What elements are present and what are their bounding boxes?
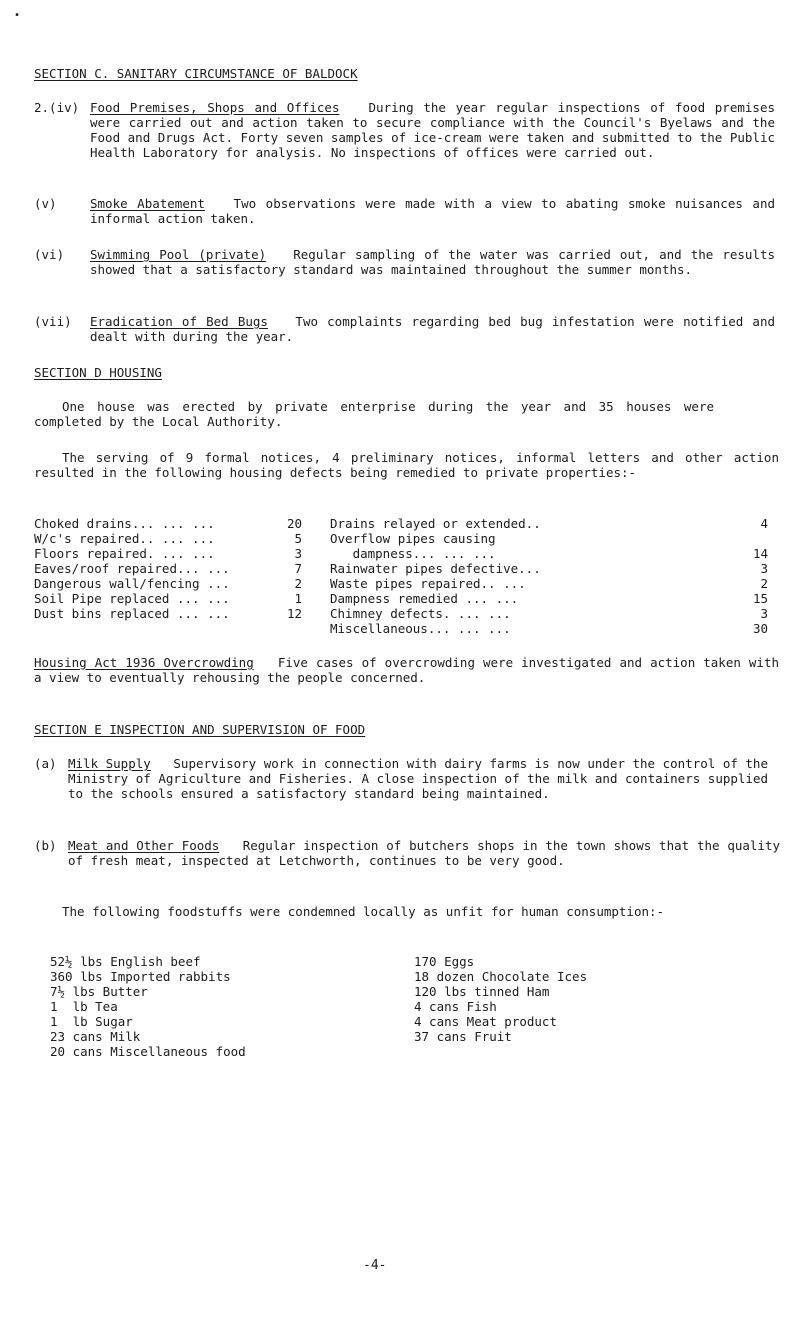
table-row: Dampness remedied ... ... 15 [330, 591, 768, 606]
item-number: (b) [34, 838, 57, 853]
table-row: Dangerous wall/fencing ... 2 [34, 576, 302, 591]
item-text: During the year regular inspections of food premises were carried out and action taken to secure compliance with the Council's Byelaws and the Food and Drugs Act. Forty seven samples of ice-cream were taken and submitted to the Public Health Laboratory for analysis. No inspections of offices were carried out. [90, 100, 775, 160]
housing-defects-left-table [34, 516, 302, 621]
overcrowding-paragraph [34, 655, 779, 685]
item-text: Two observations were made with a view to abating smoke nuisances and informal action taken. [90, 196, 775, 226]
swimming-pool-paragraph [90, 247, 775, 277]
list-item: 20 cans Miscellaneous food [50, 1044, 246, 1059]
housing-defects-right-table [330, 516, 768, 636]
table-row: Floors repaired. ... ... 3 [34, 546, 302, 561]
item-text: Regular sampling of the water was carried out, and the results showed that a satisfactory standard was maintained throughout the summer months. [90, 247, 775, 277]
overcrowding-title: Housing Act 1936 Overcrowding [34, 655, 254, 670]
food-premises-paragraph [90, 100, 775, 160]
list-item: 23 cans Milk [50, 1029, 141, 1044]
milk-supply-paragraph [68, 756, 768, 801]
smoke-abatement-paragraph [90, 196, 775, 226]
item-text: Regular inspection of butchers shops in the town shows that the quality of fresh meat, inspected at Letchworth, continues to be very good. [68, 838, 781, 868]
meat-foods-paragraph [68, 838, 780, 868]
table-row: Eaves/roof repaired... ... 7 [34, 561, 302, 576]
list-item: 37 cans Fruit [414, 1029, 512, 1044]
section-d-heading: SECTION D HOUSING [34, 365, 162, 380]
list-item: 1 lb Tea [50, 999, 118, 1014]
item-title: Smoke Abatement [90, 196, 205, 211]
item-title: Food Premises, Shops and Offices [90, 100, 340, 115]
item-number: (vii) [34, 314, 72, 329]
list-item: 18 dozen Chocolate Ices [414, 969, 588, 984]
table-row: dampness... ... ... 14 [330, 546, 768, 561]
table-row: W/c's repaired.. ... ... 5 [34, 531, 302, 546]
corner-mark: • [14, 10, 21, 21]
item-text: Supervisory work in connection with dairy farms is now under the control of the Ministry of Agriculture and Fisheries. A close inspection of the milk and containers supplied to the schools ensured a satisfactory standard being maintained. [68, 756, 768, 801]
overcrowding-text: Five cases of overcrowding were investigated and action taken with a view to eventually rehousing the people concerned. [34, 655, 780, 685]
section-e-heading: SECTION E INSPECTION AND SUPERVISION OF FOOD [34, 722, 366, 737]
table-row: Choked drains... ... ... 20 [34, 516, 302, 531]
item-number: (vi) [34, 247, 65, 262]
item-title: Meat and Other Foods [68, 838, 220, 853]
table-row: Rainwater pipes defective... 3 [330, 561, 768, 576]
housing-paragraph-2: The serving of 9 formal notices, 4 preliminary notices, informal letters and other action resulted in the following housing defects being remedied to private properties:- [34, 450, 779, 480]
condemned-intro: The following foodstuffs were condemned locally as unfit for human consumption:- [62, 904, 665, 919]
bed-bugs-paragraph [90, 314, 775, 344]
item-title: Milk Supply [68, 756, 151, 771]
table-row: Overflow pipes causing [330, 531, 496, 546]
list-item: 7½ lbs Butter [50, 984, 148, 999]
table-row: Dust bins replaced ... ... 12 [34, 606, 302, 621]
condemned-foods-right-list [414, 954, 587, 1044]
page-number: -4- [363, 1258, 387, 1273]
item-text: Two complaints regarding bed bug infestation were notified and dealt with during the year. [90, 314, 776, 344]
table-row: Waste pipes repaired.. ... 2 [330, 576, 768, 591]
list-item: 360 lbs Imported rabbits [50, 969, 231, 984]
table-row: Chimney defects. ... ... 3 [330, 606, 768, 621]
list-item: 170 Eggs [414, 954, 475, 969]
list-item: 4 cans Meat product [414, 1014, 557, 1029]
item-title: Eradication of Bed Bugs [90, 314, 268, 329]
item-number: (a) [34, 756, 57, 771]
table-row: Soil Pipe replaced ... ... 1 [34, 591, 302, 606]
condemned-foods-left-list [50, 954, 246, 1059]
item-number: (v) [34, 196, 57, 211]
list-item: 1 lb Sugar [50, 1014, 133, 1029]
item-title: Swimming Pool (private) [90, 247, 267, 262]
table-row: Miscellaneous... ... ... 30 [330, 621, 768, 636]
list-item: 52½ lbs English beef [50, 954, 201, 969]
table-row: Drains relayed or extended.. 4 [330, 516, 768, 531]
section-c-heading: SECTION C. SANITARY CIRCUMSTANCE OF BALDOCK [34, 66, 358, 81]
housing-paragraph-1: One house was erected by private enterprise during the year and 35 houses were completed by the Local Authority. [34, 399, 714, 429]
item-number: 2.(iv) [34, 100, 80, 115]
list-item: 120 lbs tinned Ham [414, 984, 550, 999]
list-item: 4 cans Fish [414, 999, 497, 1014]
